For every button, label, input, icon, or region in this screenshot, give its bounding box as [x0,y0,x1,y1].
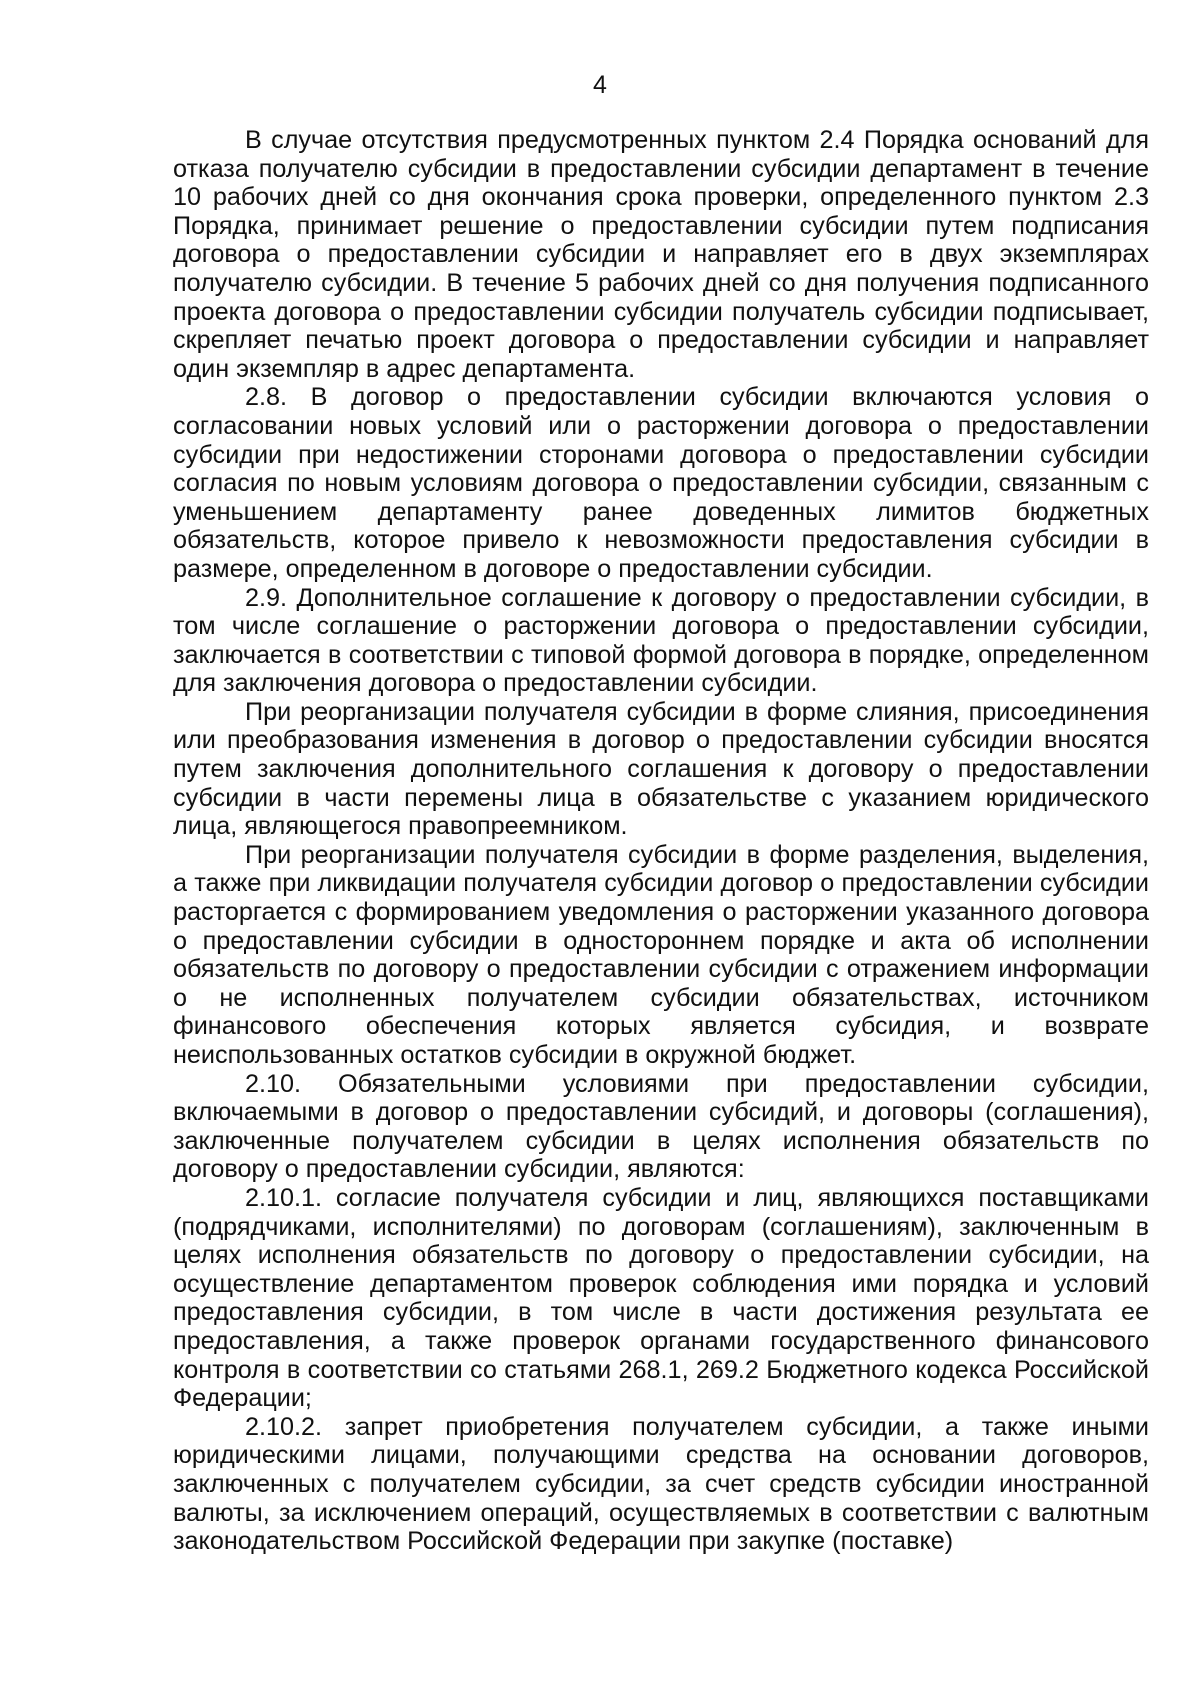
paragraph-2-10-2: 2.10.2. запрет приобретения получателем субсидии, а также иными юридическими лицами, получающими средства на основании договоров, заключенных с получателем субсидии, за счет средств субсидии иностранной валюты, за исключением операций, осуществляемых в соответствии с валютным законодательством Российской Федерации при закупке (поставке) [173,1412,1149,1556]
paragraph-2-9: 2.9. Дополнительное соглашение к договору о предоставлении субсидии, в том числе соглашение о расторжении договора о предоставлении субсидии, заключается в соответствии с типовой формой договора в порядке, определенном для заключения договора о предоставлении субсидии. [173,583,1149,698]
paragraph-reorganization-merger: При реорганизации получателя субсидии в форме слияния, присоединения или преобразования изменения в договор о предоставлении субсидии вносятся путем заключения дополнительного соглашения к договору о предоставлении субсидии в части перемены лица в обязательстве с указанием юридического лица, являющегося правопреемником. [173,697,1149,841]
paragraph-decision: В случае отсутствия предусмотренных пунктом 2.4 Порядка оснований для отказа получателю субсидии в предоставлении субсидии департамент в течение 10 рабочих дней со дня окончания срока проверки, определенного пунктом 2.3 Порядка, принимает решение о предоставлении субсидии путем подписания договора о предоставлении субсидии и направляет его в двух экземплярах получателю субсидии. В течение 5 рабочих дней со дня получения подписанного проекта договора о предоставлении субсидии получатель субсидии подписывает, скрепляет печатью проект договора о предоставлении субсидии и направляет один экземпляр в адрес департамента. [173,126,1149,383]
paragraph-2-10-1: 2.10.1. согласие получателя субсидии и лиц, являющихся поставщиками (подрядчиками, исполнителями) по договорам (соглашениям), заключенным в целях исполнения обязательств по договору о предоставлении субсидии, на осуществление департаментом проверок соблюдения ими порядка и условий предоставления субсидии, в том числе в части достижения результата ее предоставления, а также проверок органами государственного финансового контроля в соответствии со статьями 268.1, 269.2 Бюджетного кодекса Российской Федерации; [173,1183,1149,1413]
document-body [173,126,1149,1556]
paragraph-2-10: 2.10. Обязательными условиями при предоставлении субсидии, включаемыми в договор о предоставлении субсидий, и договоры (соглашения), заключенные получателем субсидии в целях исполнения обязательств по договору о предоставлении субсидии, являются: [173,1069,1149,1184]
paragraph-reorganization-division: При реорганизации получателя субсидии в форме разделения, выделения, а также при ликвидации получателя субсидии договор о предоставлении субсидии расторгается с формированием уведомления о расторжении указанного договора о предоставлении субсидии в одностороннем порядке и акта об исполнении обязательств по договору о предоставлении субсидии с отражением информации о не исполненных получателем субсидии обязательствах, источником финансового обеспечения которых является субсидия, и возврате неиспользованных остатков субсидии в окружной бюджет. [173,840,1149,1069]
page-number: 4 [593,71,607,99]
paragraph-2-8: 2.8. В договор о предоставлении субсидии включаются условия о согласовании новых условий или о расторжении договора о предоставлении субсидии при недостижении сторонами договора о предоставлении субсидии согласия по новым условиям договора о предоставлении субсидии, связанным с уменьшением департаменту ранее доведенных лимитов бюджетных обязательств, которое привело к невозможности предоставления субсидии в размере, определенном в договоре о предоставлении субсидии. [173,383,1149,583]
